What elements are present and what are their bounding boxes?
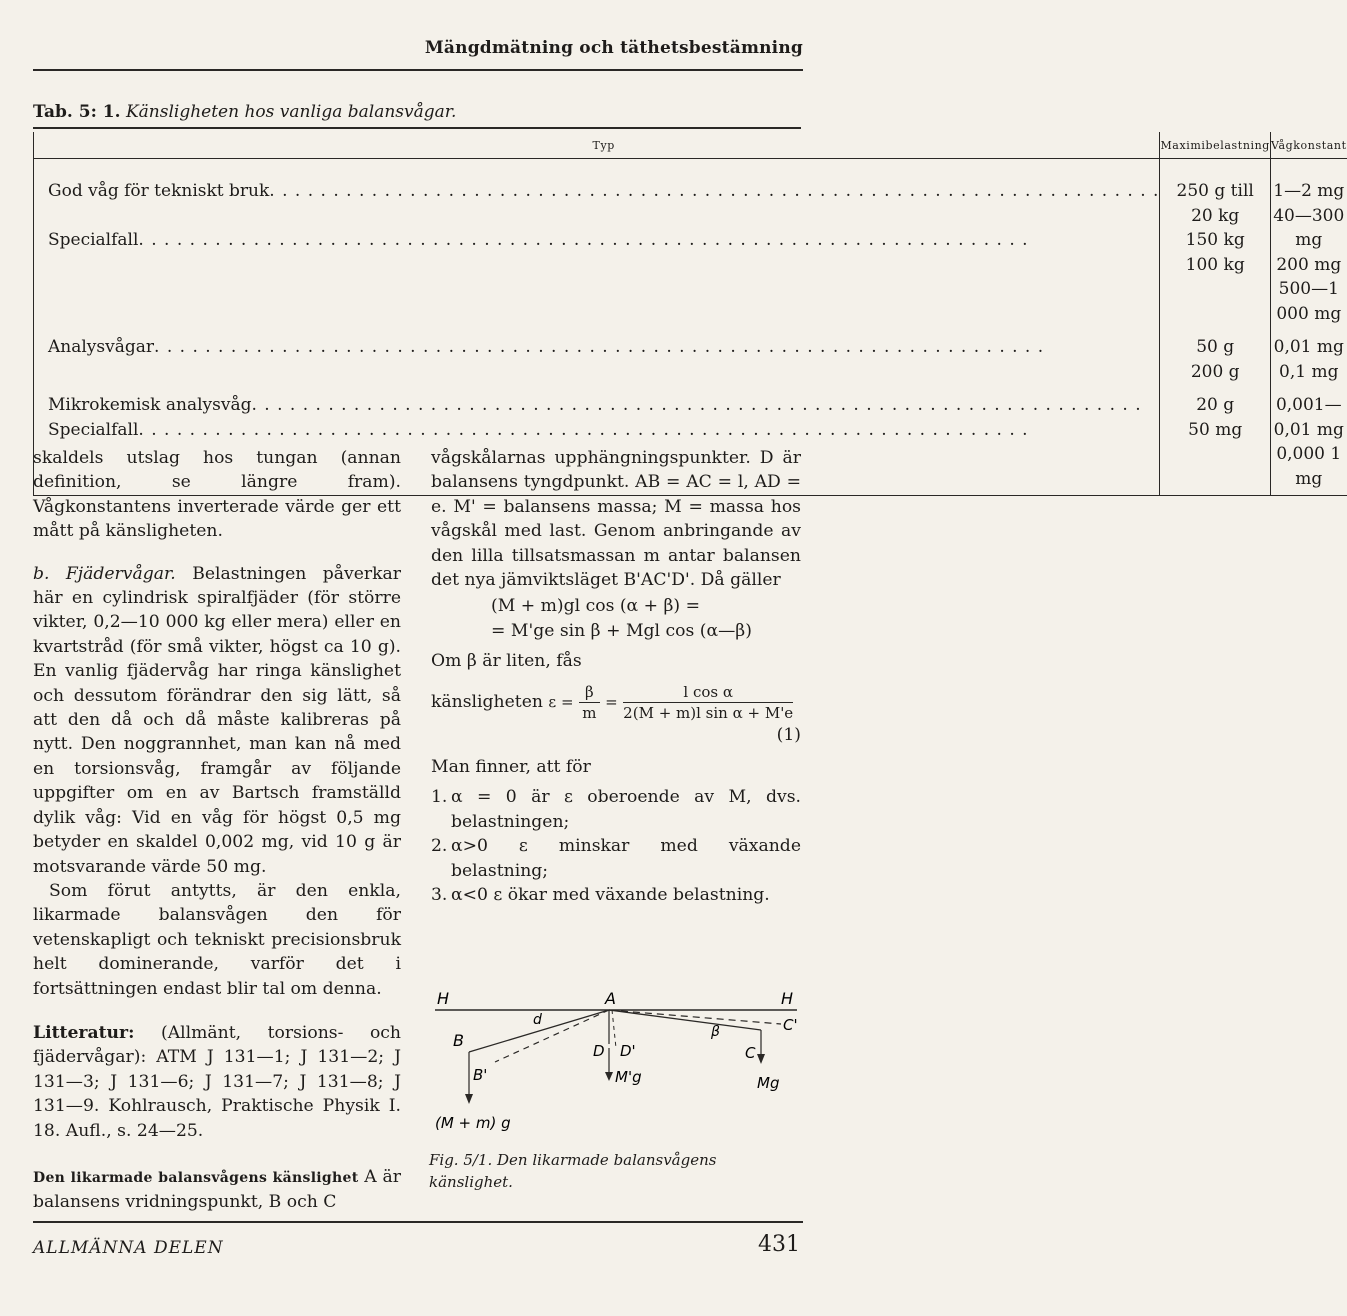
section-heading: Den likarmade balansvågens känslighet — [33, 1169, 359, 1186]
label-c-prime: C' — [783, 1016, 798, 1034]
page-number: 431 — [758, 1232, 800, 1257]
table-title: Känsligheten hos vanliga balansvågar. — [125, 102, 457, 122]
label-h-left: H — [437, 989, 450, 1008]
paragraph: Som förut antytts, är den enkla, likarmade balansvågen den för vetenskapligt och tekniskt precisionsbruk helt dominerande, varför det i fortsättningen endast blir tal om denna. — [33, 880, 401, 999]
table-cell: 20 g — [1196, 395, 1235, 415]
table-cell: God våg för tekniskt bruk . . . — [48, 179, 1159, 204]
fraction-beta-m: $\frac{\beta}{m}$ — [579, 682, 600, 723]
label-b-prime: B' — [473, 1066, 488, 1084]
label-m-plus-m-g: (M + m) g — [435, 1114, 511, 1132]
label-mg: Mg — [757, 1074, 780, 1092]
literature: Litteratur: (Allmänt, torsions- och fjädervågar): ATM J 131—1; J 131—2; J 131—3; J 131—6; J 131—7; J 131—8; J 131—9. Kohlrausch, Praktische Physik I. 18. Aufl., s. 24—25. — [33, 1022, 401, 1141]
table-cell: 0,01 mg — [1273, 337, 1344, 357]
table-cell: 250 g till — [1176, 181, 1254, 201]
sensitivity-formula: känsligheten ε = $\frac{\beta}{m}$ = $\frac{\text{l cos α}}{\text{2(M + m)l sin α + M'e}}$ — [431, 682, 794, 722]
table-row-group-1 — [34, 159, 1347, 327]
label-d-prime: D' — [620, 1042, 636, 1060]
equation-1a: (M + m)gl cos (α + β) = — [491, 596, 701, 617]
right-column — [431, 446, 801, 908]
running-header: Mängdmätning och täthetsbestämning — [424, 38, 803, 58]
table-label: Tab. 5: 1. — [33, 102, 121, 122]
cell-typ — [34, 159, 1160, 327]
epsilon-symbol: ε = — [548, 692, 574, 711]
table-cell: 500—1 000 mg — [1276, 279, 1342, 324]
label-beta: β — [711, 1024, 720, 1040]
subsection-heading: b. Fjädervågar. — [33, 563, 176, 584]
beam-arm-ac — [609, 1010, 761, 1030]
table-cell: 0,000 1 mg — [1276, 444, 1342, 489]
table-cell: 20 kg — [1191, 205, 1240, 226]
arrow-head — [605, 1072, 613, 1081]
list-item: 3. α<0 ε ökar med växande belastning. — [431, 885, 770, 906]
label-h-right: H — [781, 989, 794, 1008]
fraction-cos: $\frac{\text{l cos α}}{\text{2(M + m)l sin α + M'e}}$ — [623, 682, 794, 722]
list-item: 1. α = 0 är ε oberoende av M, dvs. belastningen; — [431, 787, 801, 832]
table-cell: Mikrokemisk analysvåg . . . — [48, 393, 1159, 418]
label-mg-prime: M'g — [615, 1068, 642, 1086]
table-cell: 50 g — [1196, 337, 1235, 357]
arrow-head — [757, 1054, 765, 1064]
col-header-max: Maximibelastning — [1160, 132, 1271, 159]
paragraph: Om β är liten, fås — [431, 651, 582, 672]
table-cell: 50 mg — [1188, 419, 1243, 440]
arrow-head — [465, 1094, 473, 1104]
header-rule — [33, 69, 803, 71]
label-c: C — [745, 1044, 756, 1062]
table-row-group-2 — [34, 326, 1347, 384]
list-item: 2. α>0 ε minskar med växande belastning; — [431, 836, 801, 881]
formula-label: känsligheten — [431, 691, 543, 712]
paragraph: Man finner, att för — [431, 757, 591, 778]
paragraph: Den likarmade balansvågens känslighet A är balansens vridningspunkt, B och C — [33, 1166, 401, 1213]
equation-1b: = M'ge sin β + Mgl cos (α—β) — [491, 620, 752, 641]
beam-arm-ab-prime — [495, 1010, 609, 1062]
table-cell: 0,001—0,01 mg — [1273, 395, 1344, 440]
condition-list — [431, 785, 801, 907]
table-top-rule — [33, 127, 801, 129]
paragraph: b. Fjädervågar. Belastningen påverkar här en cylindrisk spiralfjäder (för större vikter, 0,2—10 000 kg eller mera) eller en kvartstråd (för små vikter, högst ca 10 g). En vanlig fjädervåg har ringa känslighet och dessutom förändrar den sig lätt, så att den då och då måste kalibreras på nytt. Den noggrannhet, man kan nå med en torsionsvåg, framgår av följande uppgifter om en av Bartsch framställd dylik våg: Vid en våg för högst 0,5 mg betyder en skaldel 0,002 mg, vid 10 g är motsvarande värde 50 mg. — [33, 563, 401, 877]
table-cell: 40—300 mg — [1273, 205, 1345, 250]
sensitivity-table — [33, 132, 1347, 496]
label-alpha: d — [533, 1012, 542, 1028]
left-column — [33, 446, 401, 1215]
table-cell: 0,1 mg — [1279, 361, 1339, 382]
label-d: D — [593, 1042, 605, 1060]
table-cell: Specialfall . . . — [48, 228, 1159, 253]
figure-caption: Fig. 5/1. Den likarmade balansvågens känslighet. — [429, 1151, 717, 1191]
cell-max — [1160, 159, 1271, 327]
balance-diagram — [429, 988, 801, 1150]
paragraph: skaldels utslag hos tungan (annan definition, se längre fram). Vågkonstantens inverterade värde ger ett mått på känsligheten. — [33, 448, 401, 542]
table-cell: 200 g — [1190, 361, 1240, 382]
footer-rule — [33, 1221, 803, 1223]
col-header-typ: Typ — [34, 132, 1160, 159]
label-a: A — [605, 989, 616, 1008]
table-cell: 1—2 mg — [1273, 181, 1345, 201]
paragraph: vågskålarnas upphängningspunkter. D är balansens tyngdpunkt. AB = AC = l, AD = e. M' = balansens massa; M = massa hos vågskål med last. Genom anbringande av den lilla tillsatsmassan m antar balansen det nya jämviktsläget B'AC'D'. Då gäller — [431, 448, 801, 591]
table-cell: 200 mg — [1276, 254, 1342, 275]
cell-konstant — [1270, 159, 1346, 327]
table-cell: 100 kg — [1185, 254, 1245, 275]
table-cell: Specialfall . . . — [48, 418, 1159, 443]
table-cell: Analysvågar . . . — [48, 335, 1159, 360]
equation-number: (1) — [776, 724, 801, 745]
table-caption — [33, 102, 456, 122]
footer-section: ALLMÄNNA DELEN — [33, 1238, 224, 1258]
col-header-konstant: Vågkonstant — [1270, 132, 1346, 159]
literature-heading: Litteratur: — [33, 1022, 135, 1043]
table-cell: 150 kg — [1185, 230, 1245, 250]
line-ad-prime — [612, 1010, 616, 1048]
label-b: B — [453, 1031, 464, 1050]
